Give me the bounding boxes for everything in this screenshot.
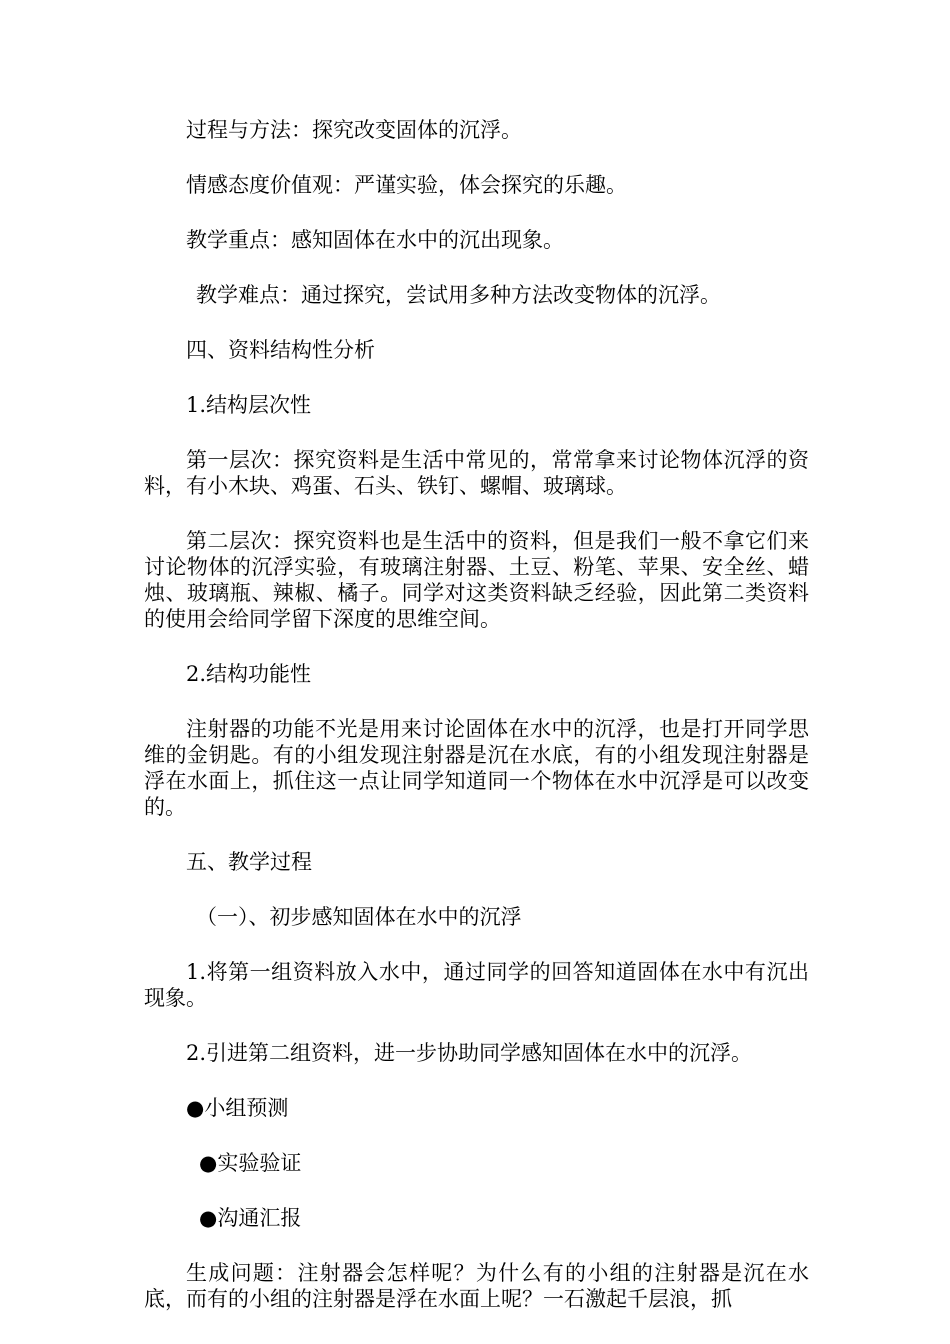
paragraph-generated-question: 生成问题：注射器会怎样呢？为什么有的小组的注射器是沉在水底，而有的小组的注射器是浮在水面上呢？一石激起千层浪，抓 xyxy=(144,1261,809,1311)
document-body xyxy=(144,117,809,1312)
paragraph-step-two: 2.引进第二组资料，进一步协助同学感知固体在水中的沉浮。 xyxy=(186,1041,753,1065)
paragraph-step-one: 1.将第一组资料放入水中，通过同学的回答知道固体在水中有沉出现象。 xyxy=(144,960,809,1010)
section-heading-teaching-process: 五、教学过程 xyxy=(186,850,312,874)
paragraph-emotion-values: 情感态度价值观：严谨实验，体会探究的乐趣。 xyxy=(186,173,627,197)
paragraph-process-method: 过程与方法：探究改变固体的沉浮。 xyxy=(186,118,522,142)
bullet-group-prediction: ●小组预测 xyxy=(186,1096,289,1120)
paragraph-teaching-focus: 教学重点：感知固体在水中的沉出现象。 xyxy=(186,228,564,252)
subheading-structure-hierarchy: 1.结构层次性 xyxy=(186,393,312,417)
paragraph-teaching-difficulty: 教学难点：通过探究，尝试用多种方法改变物体的沉浮。 xyxy=(196,283,721,307)
paragraph-first-level: 第一层次：探究资料是生活中常见的，常常拿来讨论物体沉浮的资料，有小木块、鸡蛋、石头、铁钉、螺帽、玻璃球。 xyxy=(144,448,809,498)
bullet-experiment-verification: ●实验验证 xyxy=(199,1151,302,1175)
subheading-structure-function: 2.结构功能性 xyxy=(186,662,312,686)
paragraph-syringe-function: 注射器的功能不光是用来讨论固体在水中的沉浮，也是打开同学思维的金钥匙。有的小组发现注射器是沉在水底，有的小组发现注射器是浮在水面上，抓住这一点让同学知道同一个物体在水中沉浮是可以改变的。 xyxy=(144,717,809,819)
subheading-initial-perception: （一）、初步感知固体在水中的沉浮 xyxy=(196,905,522,929)
bullet-communication-report: ●沟通汇报 xyxy=(199,1206,302,1230)
paragraph-second-level: 第二层次：探究资料也是生活中的资料，但是我们一般不拿它们来讨论物体的沉浮实验，有玻璃注射器、土豆、粉笔、苹果、安全丝、蜡烛、玻璃瓶、辣椒、橘子。同学对这类资料缺乏经验，因此第二类资料的使用会给同学留下深度的思维空间。 xyxy=(144,529,809,631)
section-heading-material-analysis: 四、资料结构性分析 xyxy=(186,338,375,362)
